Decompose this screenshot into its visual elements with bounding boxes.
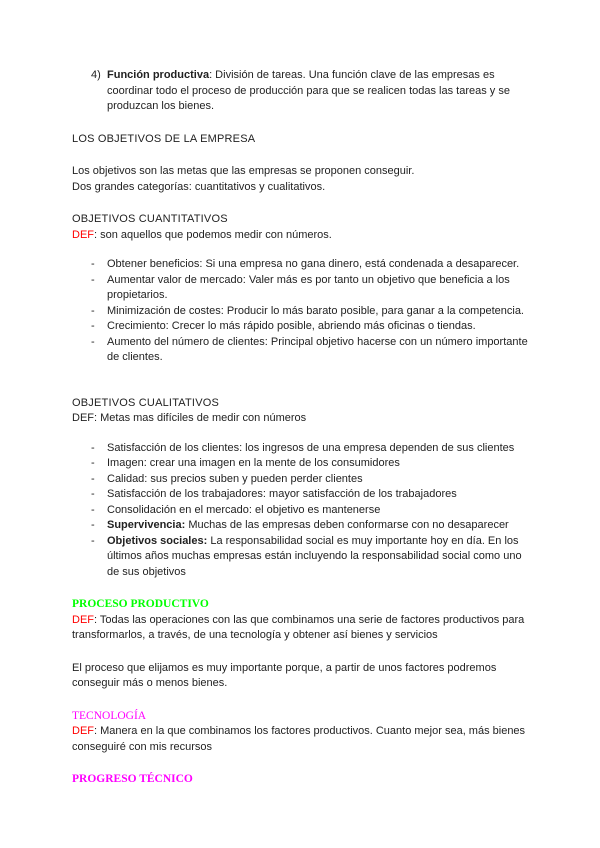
list-item: - Crecimiento: Crecer lo más rápido posible, abriendo más oficinas o tiendas. (91, 320, 476, 332)
paragraph-line: Los objetivos son las metas que las empresas se proponen conseguir. (72, 165, 415, 177)
def-text: : Manera en la que combinamos los factores productivos. Cuanto mejor sea, más bienes conseguiré con mis recursos (72, 725, 526, 753)
paragraph: El proceso que elijamos es muy importante porque, a partir de unos factores podremos conseguir más o menos bienes. (72, 661, 497, 689)
section-heading-cuantitativos: OBJETIVOS CUANTITATIVOS (72, 213, 228, 225)
list-cuantitativos (72, 257, 532, 366)
list-item: - Aumentar valor de mercado: Valer más es por tanto un objetivo que beneficia a los propietarios. (91, 273, 510, 301)
def-text: : Todas las operaciones con las que combinamos una serie de factores productivos para transformarlos, a través, de una tecnología y obtener así bienes y servicios (72, 613, 525, 641)
item-text: : División de tareas. Una función clave de las empresas es coordinar todo el proceso de producción para que se realicen todas las tareas y se produzcan los bienes. (107, 69, 510, 112)
list-item: - Imagen: crear una imagen en la mente de los consumidores (91, 457, 400, 469)
list-item: - Satisfacción de los trabajadores: mayor satisfacción de los trabajadores (91, 488, 457, 500)
list-item: - Objetivos sociales: La responsabilidad social es muy importante hoy en día. En los últimos años muchas empresas están incluyendo la responsabilidad social como uno de sus objetivos (91, 534, 522, 578)
def-label: DEF (72, 725, 94, 737)
list-item: - Aumento del número de clientes: Principal objetivo hacerse con un número importante de clientes. (91, 335, 528, 363)
definition-line: DEF: Metas mas difíciles de medir con números (72, 412, 307, 424)
section-heading-tecnologia: TECNOLOGÍA (72, 709, 147, 722)
list-item: - Minimización de costes: Producir lo más barato posible, para ganar a la competencia. (91, 304, 524, 317)
list-item: - Consolidación en el mercado: el objetivo es mantenerse (91, 503, 381, 516)
def-label: DEF (72, 613, 94, 626)
section-heading-objetivos: LOS OBJETIVOS DE LA EMPRESA (72, 132, 256, 145)
def-text: : son aquellos que podemos medir con números. (94, 228, 332, 241)
list-item: - Supervivencia: Muchas de las empresas deben conformarse con no desaparecer (91, 519, 509, 531)
paragraph-line: Dos grandes categorías: cuantitativos y cualitativos. (72, 180, 326, 193)
section-heading-cualitativos: OBJETIVOS CUALITATIVOS (72, 396, 220, 409)
list-item: - Calidad: sus precios suben y pueden perder clientes (91, 472, 363, 485)
section-heading-progreso: PROGRESO TÉCNICO (72, 773, 193, 785)
list-item-funcion-productiva (72, 68, 532, 115)
definition-line (72, 613, 532, 644)
list-item: - Obtener beneficios: Si una empresa no gana dinero, está condenada a desaparecer. (91, 258, 520, 270)
document-page (72, 68, 532, 788)
list-item: - Satisfacción de los clientes: los ingresos de una empresa dependen de sus clientes (91, 441, 515, 454)
section-heading-proceso: PROCESO PRODUCTIVO (72, 598, 209, 610)
item-number: 4) (91, 69, 101, 81)
definition-line (72, 228, 532, 244)
item-term: Función productiva (107, 69, 210, 81)
list-cualitativos (72, 441, 532, 581)
def-label: DEF (72, 228, 94, 241)
definition-line (72, 724, 532, 755)
